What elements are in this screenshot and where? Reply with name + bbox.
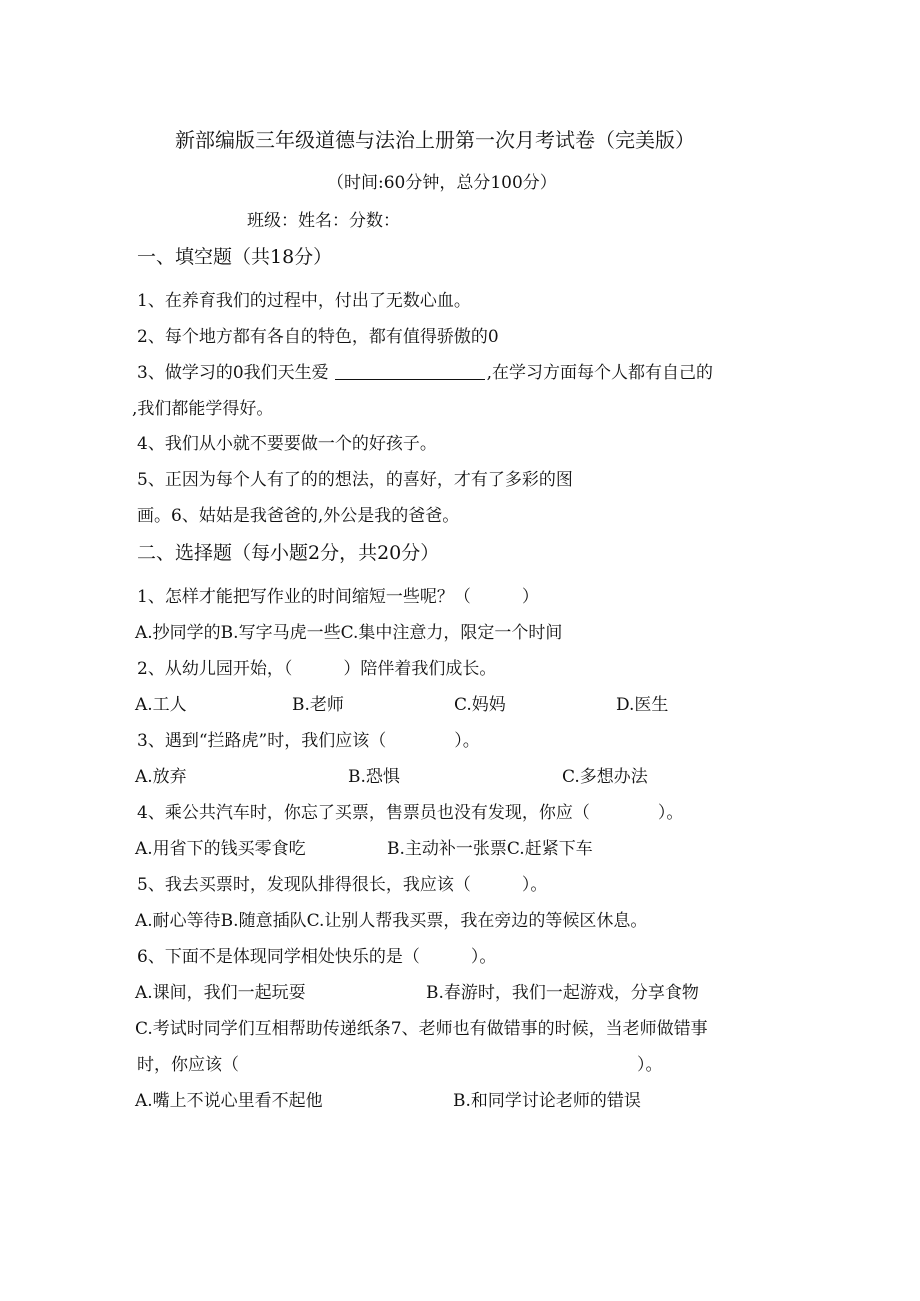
student-info-fields: 班级：姓名：分数： (247, 211, 400, 231)
choice-question-4-options (135, 838, 735, 860)
fill-question-3-end: ,在学习方面每个人都有自己的 (486, 363, 714, 383)
choice-question-2: 2、从幼儿园开始，（ ）陪伴着我们成长。 (137, 659, 497, 679)
choice-question-7-options (135, 1090, 735, 1112)
option-a: A.课间，我们一起玩耍 (135, 983, 306, 1003)
option-a: A.工人 (135, 695, 187, 715)
option-b: B.和同学讨论老师的错误 (453, 1091, 641, 1111)
choice-question-6: 6、下面不是体现同学相处快乐的是（ ）。 (137, 947, 497, 967)
option-b: B.春游时，我们一起游戏，分享食物 (426, 983, 699, 1003)
fill-question-1: 1、在养育我们的过程中，付出了无数心血。 (137, 291, 471, 311)
section-heading-fill-in: 一、填空题（共18分） (137, 246, 333, 268)
option-a: A.用省下的钱买零食吃 (135, 839, 306, 859)
fill-question-2: 2、每个地方都有各自的特色，都有值得骄傲的0 (137, 327, 499, 347)
option-a: A.放弃 (135, 767, 187, 787)
option-b: B.老师 (292, 695, 344, 715)
option-c: C.妈妈 (454, 695, 506, 715)
question-7-close: ）。 (637, 1055, 663, 1075)
choice-question-5-options: A.耐心等待B.随意插队C.让别人帮我买票，我在旁边的等候区休息。 (135, 911, 648, 931)
choice-question-3: 3、遇到“拦路虎”时，我们应该（ ）。 (137, 731, 480, 751)
choice-question-4: 4、乘公共汽车时，你忘了买票，售票员也没有发现，你应（ ）。 (137, 803, 684, 823)
exam-duration-and-score: （时间:60分钟，总分100分） (327, 173, 557, 193)
choice-question-6-option-c-and-question-7: C.考试时同学们互相帮助传递纸条7、老师也有做错事的时候，当老师做错事 (135, 1019, 708, 1039)
question-7-prompt: 时，你应该（ (137, 1055, 239, 1075)
answer-blank[interactable] (335, 363, 485, 380)
fill-question-3-continuation: ,我们都能学得好。 (132, 399, 274, 419)
choice-question-7-continuation (137, 1054, 697, 1076)
exam-title: 新部编版三年级道德与法治上册第一次月考试卷（完美版） (175, 128, 695, 152)
fill-question-4: 4、我们从小就不要要做一个的好孩子。 (137, 434, 437, 454)
section-heading-multiple-choice: 二、选择题（每小题2分，共20分） (137, 542, 440, 564)
option-b-c: B.主动补一张票C.赶紧下车 (387, 839, 593, 859)
fill-question-3 (137, 362, 713, 384)
choice-question-1: 1、怎样才能把写作业的时间缩短一些呢？（ ） (137, 587, 539, 607)
option-c: C.多想办法 (562, 767, 648, 787)
choice-question-5: 5、我去买票时，发现队排得很长，我应该（ ）。 (137, 875, 548, 895)
option-d: D.医生 (616, 695, 669, 715)
fill-question-5-6: 画。6、姑姑是我爸爸的,外公是我的爸爸。 (137, 506, 460, 526)
fill-question-5: 5、正因为每个人有了的的想法，的喜好，才有了多彩的图 (137, 470, 573, 490)
option-a: A.嘴上不说心里看不起他 (135, 1091, 323, 1111)
choice-question-6-options (135, 982, 755, 1004)
choice-question-3-options (135, 766, 735, 788)
choice-question-1-options: A.抄同学的B.写字马虎一些C.集中注意力，限定一个时间 (135, 623, 563, 643)
fill-question-3-start: 3、做学习的0我们天生爱 (137, 363, 329, 383)
choice-question-2-options (135, 694, 735, 716)
option-b: B.恐惧 (348, 767, 400, 787)
